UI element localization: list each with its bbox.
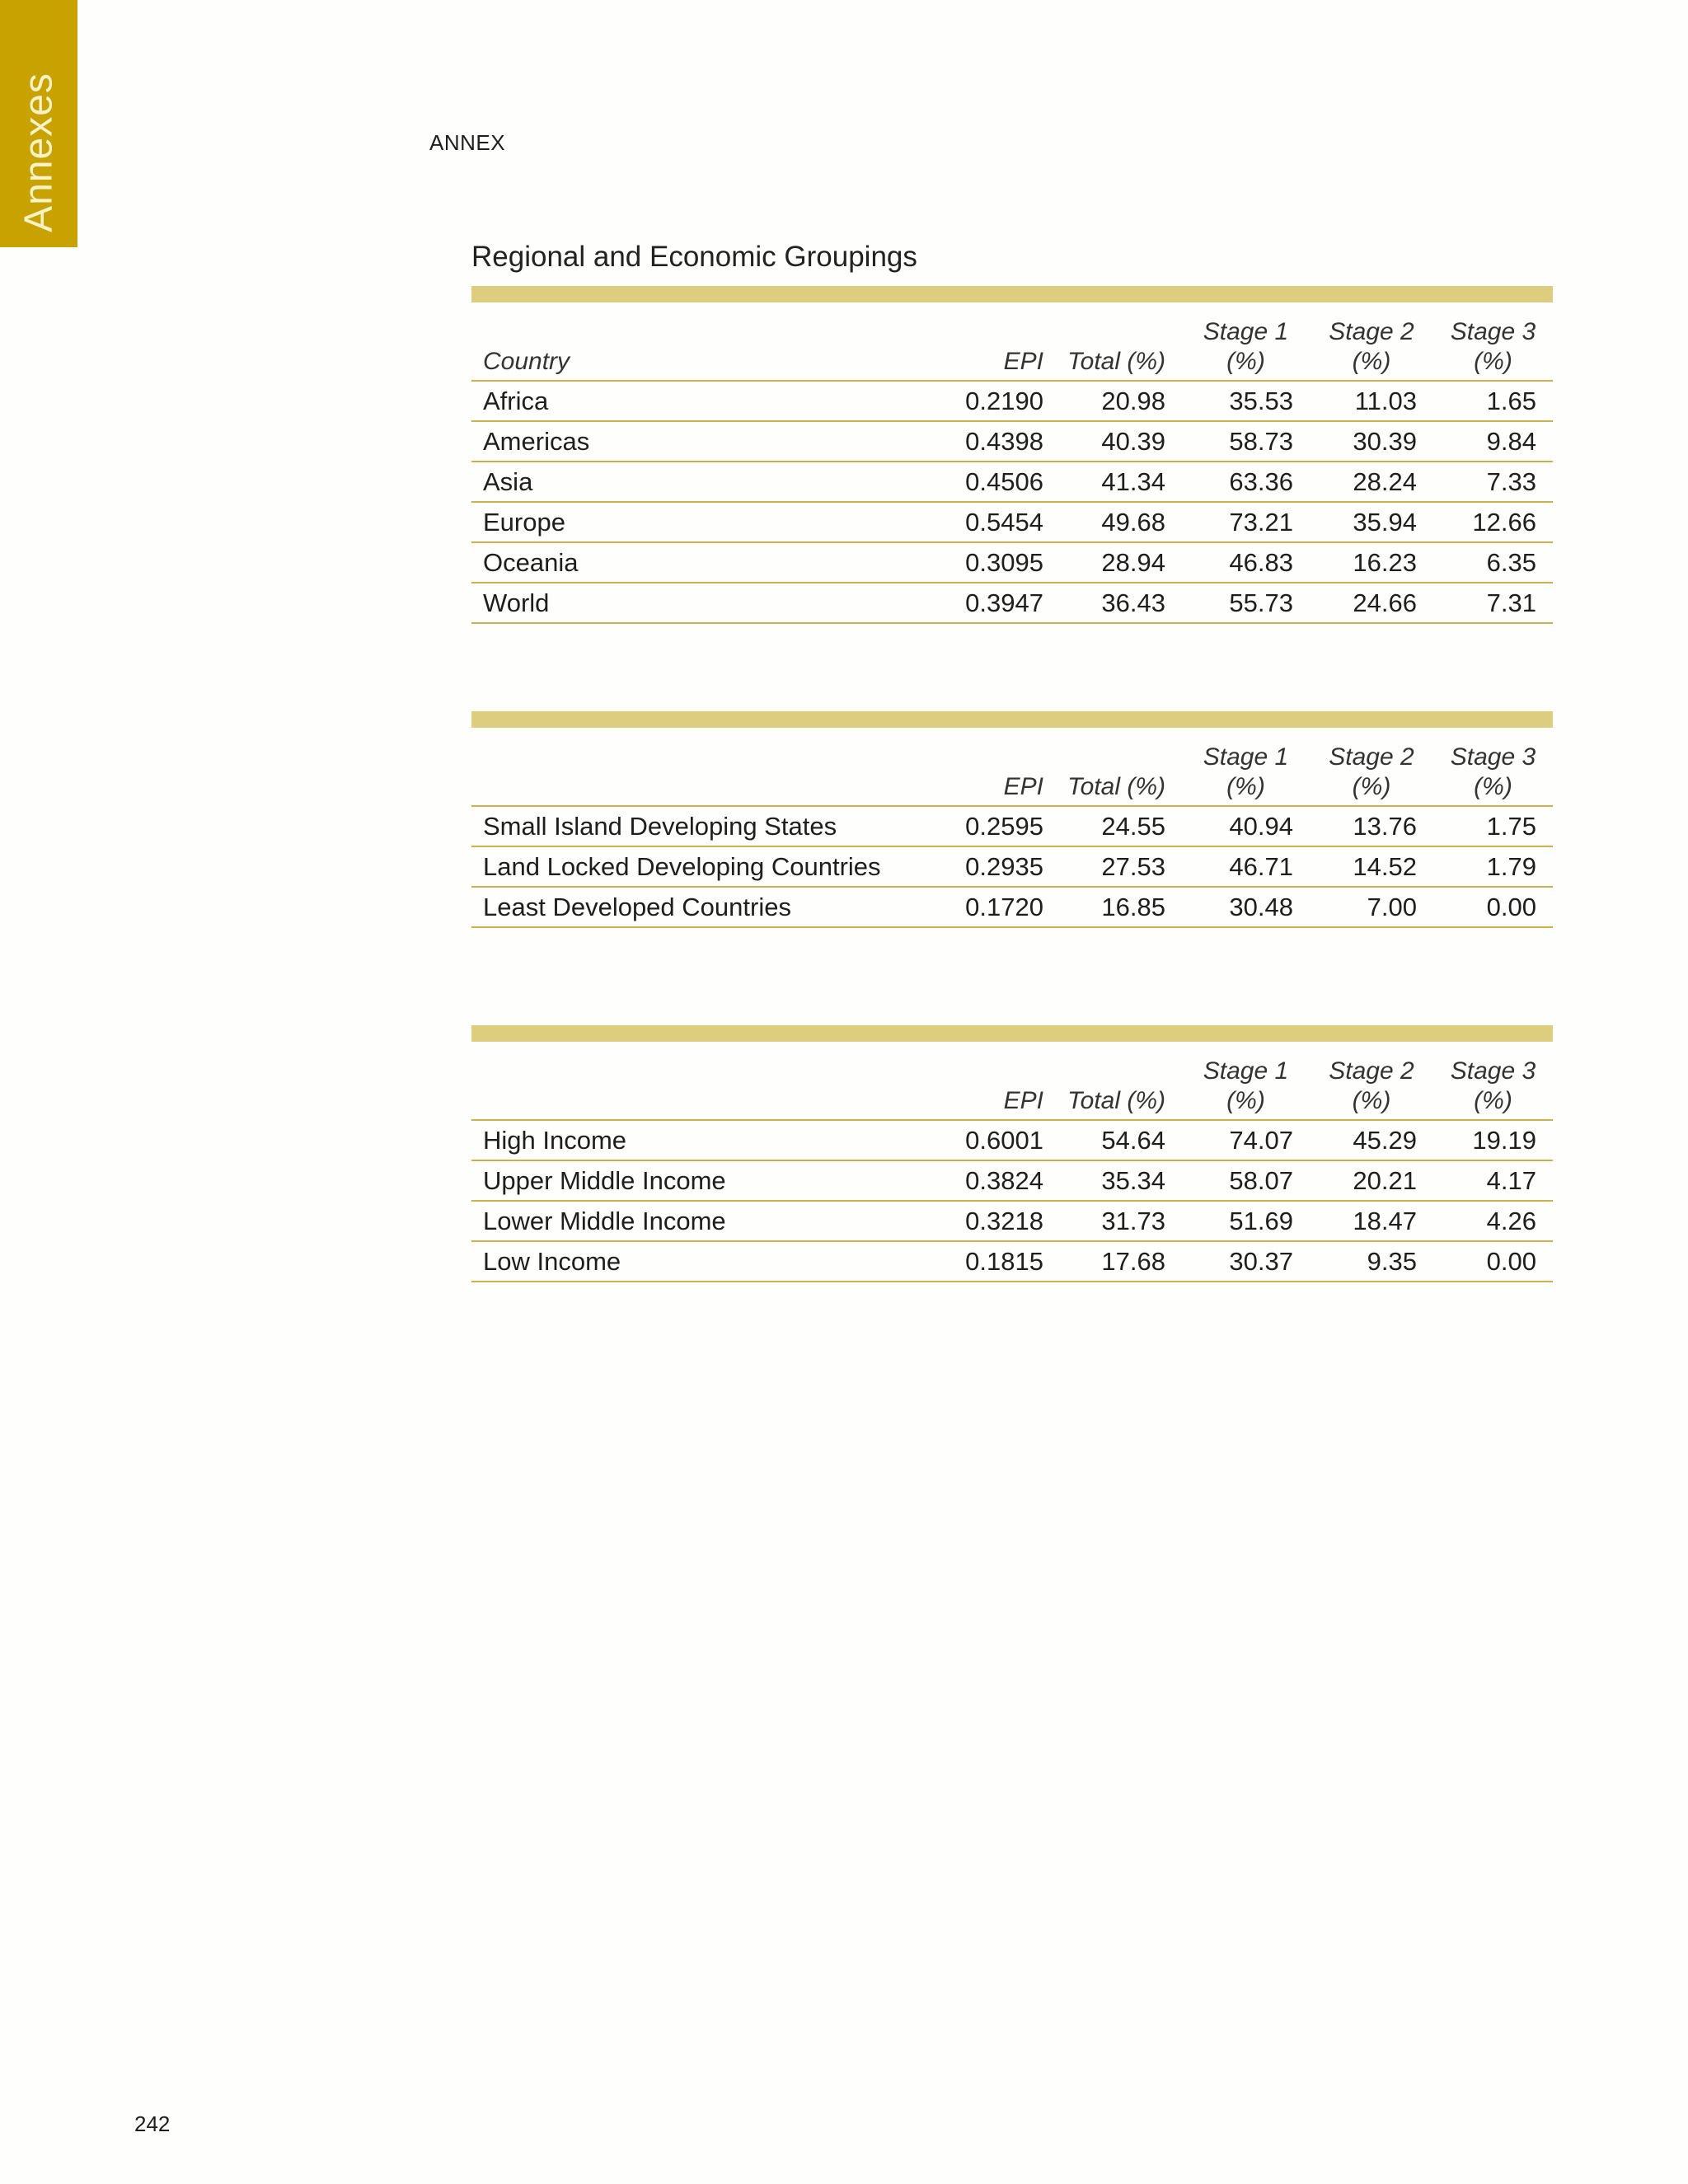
table-cell: 7.00 — [1310, 887, 1433, 927]
table-cell: 9.84 — [1433, 421, 1553, 462]
table-cell: 54.64 — [1060, 1120, 1182, 1160]
table-cell: 0.00 — [1433, 1241, 1553, 1282]
table-cell: 13.76 — [1310, 806, 1433, 846]
table-cell: 11.03 — [1310, 381, 1433, 421]
development-status-table — [471, 711, 1553, 928]
table-cell: 7.33 — [1433, 462, 1553, 502]
table-row — [471, 583, 1553, 623]
table-cell: 0.4506 — [920, 462, 1060, 502]
table-cell: 0.1720 — [920, 887, 1060, 927]
table-cell: 0.6001 — [920, 1120, 1060, 1160]
table-cell: 28.24 — [1310, 462, 1433, 502]
table-cell: 31.73 — [1060, 1201, 1182, 1241]
table-cell: 0.3095 — [920, 542, 1060, 583]
table-cell: 0.3947 — [920, 583, 1060, 623]
column-header: Total (%) — [1060, 728, 1182, 806]
column-header: Stage 2 (%) — [1310, 302, 1433, 381]
table-cell: 55.73 — [1182, 583, 1310, 623]
table-cell: 0.1815 — [920, 1241, 1060, 1282]
table-row — [471, 1160, 1553, 1201]
column-header: EPI — [920, 1042, 1060, 1120]
column-header: EPI — [920, 728, 1060, 806]
table-cell: 74.07 — [1182, 1120, 1310, 1160]
table-cell: 36.43 — [1060, 583, 1182, 623]
table-cell: 41.34 — [1060, 462, 1182, 502]
data-table — [471, 728, 1553, 928]
table-cell: 0.3218 — [920, 1201, 1060, 1241]
row-label: Europe — [471, 502, 920, 542]
row-label: Africa — [471, 381, 920, 421]
column-header: Stage 3 (%) — [1433, 1042, 1553, 1120]
table-cell: 0.5454 — [920, 502, 1060, 542]
column-header: Stage 1 (%) — [1182, 302, 1310, 381]
row-label: Upper Middle Income — [471, 1160, 920, 1201]
income-group-table — [471, 1025, 1553, 1282]
table-cell: 46.71 — [1182, 846, 1310, 887]
table-cell: 40.39 — [1060, 421, 1182, 462]
regional-table — [471, 286, 1553, 624]
table-cell: 16.23 — [1310, 542, 1433, 583]
table-cell: 63.36 — [1182, 462, 1310, 502]
table-cell: 12.66 — [1433, 502, 1553, 542]
data-table — [471, 302, 1553, 624]
column-header: Country — [471, 302, 920, 381]
table-row — [471, 502, 1553, 542]
table-row — [471, 462, 1553, 502]
table-cell: 35.94 — [1310, 502, 1433, 542]
table-header-bar — [471, 711, 1553, 728]
column-header: Stage 2 (%) — [1310, 728, 1433, 806]
row-label: Asia — [471, 462, 920, 502]
row-label: Lower Middle Income — [471, 1201, 920, 1241]
table-cell: 28.94 — [1060, 542, 1182, 583]
table-cell: 30.37 — [1182, 1241, 1310, 1282]
data-table — [471, 1042, 1553, 1282]
column-header — [471, 1042, 920, 1120]
table-cell: 35.34 — [1060, 1160, 1182, 1201]
row-label: Oceania — [471, 542, 920, 583]
table-cell: 18.47 — [1310, 1201, 1433, 1241]
table-cell: 45.29 — [1310, 1120, 1433, 1160]
table-cell: 24.66 — [1310, 583, 1433, 623]
table-cell: 30.39 — [1310, 421, 1433, 462]
table-cell: 58.73 — [1182, 421, 1310, 462]
row-label: Land Locked Developing Countries — [471, 846, 920, 887]
table-cell: 73.21 — [1182, 502, 1310, 542]
row-label: High Income — [471, 1120, 920, 1160]
table-cell: 17.68 — [1060, 1241, 1182, 1282]
page-number: 242 — [134, 2111, 171, 2136]
row-label: Least Developed Countries — [471, 887, 920, 927]
section-side-tab — [0, 0, 77, 247]
running-header: ANNEX — [429, 130, 506, 155]
column-header: Stage 3 (%) — [1433, 728, 1553, 806]
table-row — [471, 806, 1553, 846]
table-cell: 58.07 — [1182, 1160, 1310, 1201]
table-cell: 30.48 — [1182, 887, 1310, 927]
table-cell: 0.00 — [1433, 887, 1553, 927]
table-row — [471, 887, 1553, 927]
table-cell: 1.75 — [1433, 806, 1553, 846]
table-row — [471, 542, 1553, 583]
column-header: Total (%) — [1060, 302, 1182, 381]
table-cell: 4.26 — [1433, 1201, 1553, 1241]
table-cell: 19.19 — [1433, 1120, 1553, 1160]
table-cell: 46.83 — [1182, 542, 1310, 583]
table-cell: 0.4398 — [920, 421, 1060, 462]
column-header — [471, 728, 920, 806]
table-cell: 20.98 — [1060, 381, 1182, 421]
table-cell: 4.17 — [1433, 1160, 1553, 1201]
table-header-bar — [471, 286, 1553, 302]
table-cell: 6.35 — [1433, 542, 1553, 583]
table-header-row — [471, 728, 1553, 806]
table-header-row — [471, 1042, 1553, 1120]
row-label: World — [471, 583, 920, 623]
table-row — [471, 421, 1553, 462]
column-header: Stage 3 (%) — [1433, 302, 1553, 381]
row-label: Low Income — [471, 1241, 920, 1282]
table-cell: 7.31 — [1433, 583, 1553, 623]
row-label: Americas — [471, 421, 920, 462]
table-cell: 1.65 — [1433, 381, 1553, 421]
row-label: Small Island Developing States — [471, 806, 920, 846]
table-cell: 0.2190 — [920, 381, 1060, 421]
table-cell: 14.52 — [1310, 846, 1433, 887]
table-cell: 1.79 — [1433, 846, 1553, 887]
table-cell: 0.2595 — [920, 806, 1060, 846]
table-row — [471, 1120, 1553, 1160]
column-header: Stage 2 (%) — [1310, 1042, 1433, 1120]
table-cell: 9.35 — [1310, 1241, 1433, 1282]
table-header-bar — [471, 1025, 1553, 1042]
table-cell: 0.2935 — [920, 846, 1060, 887]
table-row — [471, 846, 1553, 887]
column-header: Stage 1 (%) — [1182, 728, 1310, 806]
table-cell: 24.55 — [1060, 806, 1182, 846]
table-row — [471, 1241, 1553, 1282]
column-header: Total (%) — [1060, 1042, 1182, 1120]
table-cell: 20.21 — [1310, 1160, 1433, 1201]
side-tab-label: Annexes — [16, 73, 61, 232]
table-cell: 51.69 — [1182, 1201, 1310, 1241]
column-header: EPI — [920, 302, 1060, 381]
table-cell: 27.53 — [1060, 846, 1182, 887]
table-header-row — [471, 302, 1553, 381]
table-cell: 0.3824 — [920, 1160, 1060, 1201]
page-title: Regional and Economic Groupings — [471, 241, 917, 273]
table-cell: 49.68 — [1060, 502, 1182, 542]
table-cell: 40.94 — [1182, 806, 1310, 846]
column-header: Stage 1 (%) — [1182, 1042, 1310, 1120]
table-row — [471, 381, 1553, 421]
table-row — [471, 1201, 1553, 1241]
table-cell: 35.53 — [1182, 381, 1310, 421]
table-cell: 16.85 — [1060, 887, 1182, 927]
